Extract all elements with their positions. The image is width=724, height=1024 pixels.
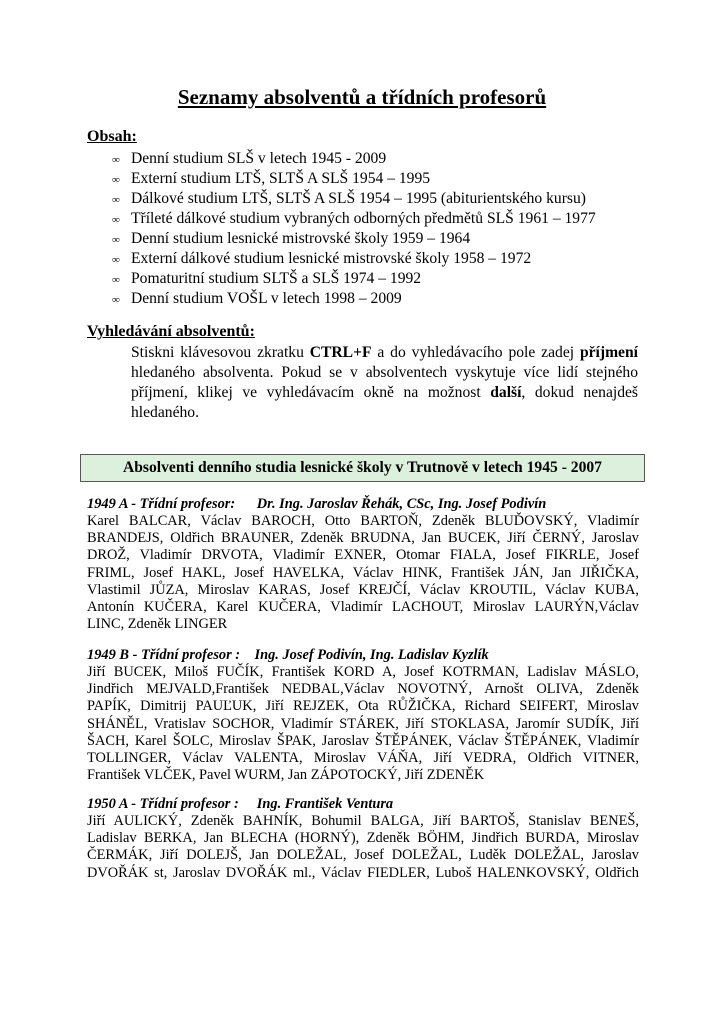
graduates-line: Jindřich MEJVALD,František NEDBAL,Václav NOVOTNÝ, Arnošt OLIVA, Zdeněk	[87, 681, 639, 698]
instruction-text: Stiskni klávesovou zkratku	[131, 344, 310, 361]
instruction-text: , dokud nenajdeš hledaného.	[131, 384, 638, 421]
graduates-line: ŠACH, Karel ŠOLC, Miroslav ŠPAK, Jaroslav ŠTĚPÁNEK, Václav ŠTĚPÁNEK, Vladimír	[87, 732, 639, 749]
graduates-line: LINC, Zdeněk LINGER	[87, 616, 228, 633]
contents-item-label: Denní studium SLŠ v letech 1945 - 2009	[131, 150, 387, 167]
graduates-line: Karel BALCAR, Václav BAROCH, Otto BARTOŇ, Zdeněk BLUĎOVSKÝ, Vladimír	[87, 513, 639, 529]
instruction-text: a do vyhledávacího pole zadej	[371, 344, 580, 361]
graduates-line: DROŽ, Vladimír DRVOTA, Vladimír EXNER, Otomar FIALA, Josef FIKRLE, Josef	[87, 547, 639, 564]
infinity-bullet-icon: ∞	[112, 174, 120, 186]
contents-item-label: Denní studium lesnické mistrovské školy 1959 – 1964	[131, 230, 471, 247]
infinity-bullet-icon: ∞	[112, 254, 120, 266]
page-title: Seznamy absolventů a třídních profesorů	[177, 85, 547, 109]
contents-item-label: Tříleté dálkové studium vybraných odborných předmětů SLŠ 1961 – 1977	[131, 210, 596, 227]
shortcut-keys: CTRL+F	[309, 344, 372, 361]
contents-item[interactable]	[112, 209, 596, 229]
section-banner: Absolventi denního studia lesnické školy v Trutnově v letech 1945 - 2007	[80, 454, 645, 482]
class-block	[87, 796, 639, 882]
graduates-line: Vlastimil JŮZA, Miroslav KARAS, Josef KREJČÍ, Václav KROUTIL, Václav KUBA,	[87, 581, 639, 598]
next-option-emphasis: další	[490, 384, 522, 401]
graduates-line: SHÁNĚL, Vratislav SOCHOR, Vladimír STÁREK, Jiří STOKLASA, Jaromír SUDÍK, Jiří	[87, 715, 639, 732]
class-block	[87, 496, 639, 633]
graduates-line: FRIML, Josef HAKL, Josef HAVELKA, Václav HINK, František JÁN, Jan JIŘIČKA,	[87, 564, 639, 581]
graduates-line: Jiří BUCEK, Miloš FUČÍK, František KORD A, Josef KOTRMAN, Ladislav MÁSLO,	[87, 664, 639, 680]
contents-item[interactable]	[112, 189, 596, 209]
surname-emphasis: příjmení	[579, 344, 638, 361]
class-block	[87, 647, 639, 784]
contents-item[interactable]	[112, 249, 596, 269]
graduates-line: Ladislav BERKA, Jan BLECHA (HORNÝ), Zdeněk BÖHM, Jindřich BURDA, Miroslav	[87, 830, 639, 847]
graduates-list	[87, 813, 639, 882]
graduates-line: TOLLINGER, Václav VALENTA, Miroslav VÁŇA, Jiří VEDRA, Oldřich VITNER,	[87, 750, 639, 767]
graduates-line: Antonín KUČERA, Karel KUČERA, Vladimír LACHOUT, Miroslav LAURÝN,Václav	[87, 599, 639, 616]
contents-item[interactable]	[112, 229, 596, 249]
graduates-line: PAPÍK, Dimitrij PAUĽUK, Jiří REJZEK, Ota RŮŽIČKA, Richard SEIFERT, Miroslav	[87, 698, 639, 715]
search-heading: Vyhledávání absolventů:	[87, 323, 255, 340]
graduates-line: Jiří AULICKÝ, Zdeněk BAHNÍK, Bohumil BALGA, Jiří BARTOŠ, Stanislav BENEŠ,	[87, 813, 639, 829]
contents-item-label: Pomaturitní studium SLTŠ a SLŠ 1974 – 1992	[131, 270, 422, 287]
graduates-list	[87, 513, 639, 633]
infinity-bullet-icon: ∞	[112, 214, 120, 226]
infinity-bullet-icon: ∞	[112, 154, 120, 166]
instruction-text: hledaného absolventa. Pokud se v absolventech vyskytuje více lidí stejného příjmení, klikej ve vyhledávacím okně na možnost	[131, 364, 638, 401]
graduates-list	[87, 664, 639, 784]
class-header: 1949 B - Třídní profesor : Ing. Josef Podivín, Ing. Ladislav Kyzlík	[87, 647, 489, 663]
graduates-line: František VLČEK, Pavel WURM, Jan ZÁPOTOCKÝ, Jiří ZDENĚK	[87, 767, 485, 784]
contents-item-label: Denní studium VOŠL v letech 1998 – 2009	[131, 290, 402, 307]
class-header: 1949 A - Třídní profesor: Dr. Ing. Jaroslav Řehák, CSc, Ing. Josef Podivín	[87, 496, 547, 512]
graduates-line: BRANDEJS, Oldřich BRAUNER, Zdeněk BRUDNA, Jan BUCEK, Jiří ČERNÝ, Jaroslav	[87, 530, 639, 547]
infinity-bullet-icon: ∞	[112, 234, 120, 246]
contents-item[interactable]	[112, 269, 596, 289]
infinity-bullet-icon: ∞	[112, 274, 120, 286]
graduates-line: ČERMÁK, Jiří DOLEJŠ, Jan DOLEŽAL, Josef DOLEŽAL, Luděk DOLEŽAL, Jaroslav	[87, 847, 639, 864]
contents-item[interactable]	[112, 169, 596, 189]
infinity-bullet-icon: ∞	[112, 194, 120, 206]
graduates-line: DVOŘÁK st, Jaroslav DVOŘÁK ml., Václav FIEDLER, Luboš HALENKOVSKÝ, Oldřich	[87, 864, 639, 881]
contents-item[interactable]	[112, 289, 596, 309]
class-header: 1950 A - Třídní profesor : Ing. František Ventura	[87, 796, 394, 812]
contents-heading: Obsah:	[87, 128, 137, 145]
contents-item-label: Dálkové studium LTŠ, SLTŠ A SLŠ 1954 – 1995 (abiturientského kursu)	[131, 190, 586, 207]
infinity-bullet-icon: ∞	[112, 294, 120, 306]
contents-item-label: Externí studium LTŠ, SLTŠ A SLŠ 1954 – 1995	[131, 170, 431, 187]
contents-list	[112, 149, 596, 309]
contents-item-label: Externí dálkové studium lesnické mistrovské školy 1958 – 1972	[131, 250, 532, 267]
search-instructions	[131, 343, 638, 423]
contents-item[interactable]	[112, 149, 596, 169]
